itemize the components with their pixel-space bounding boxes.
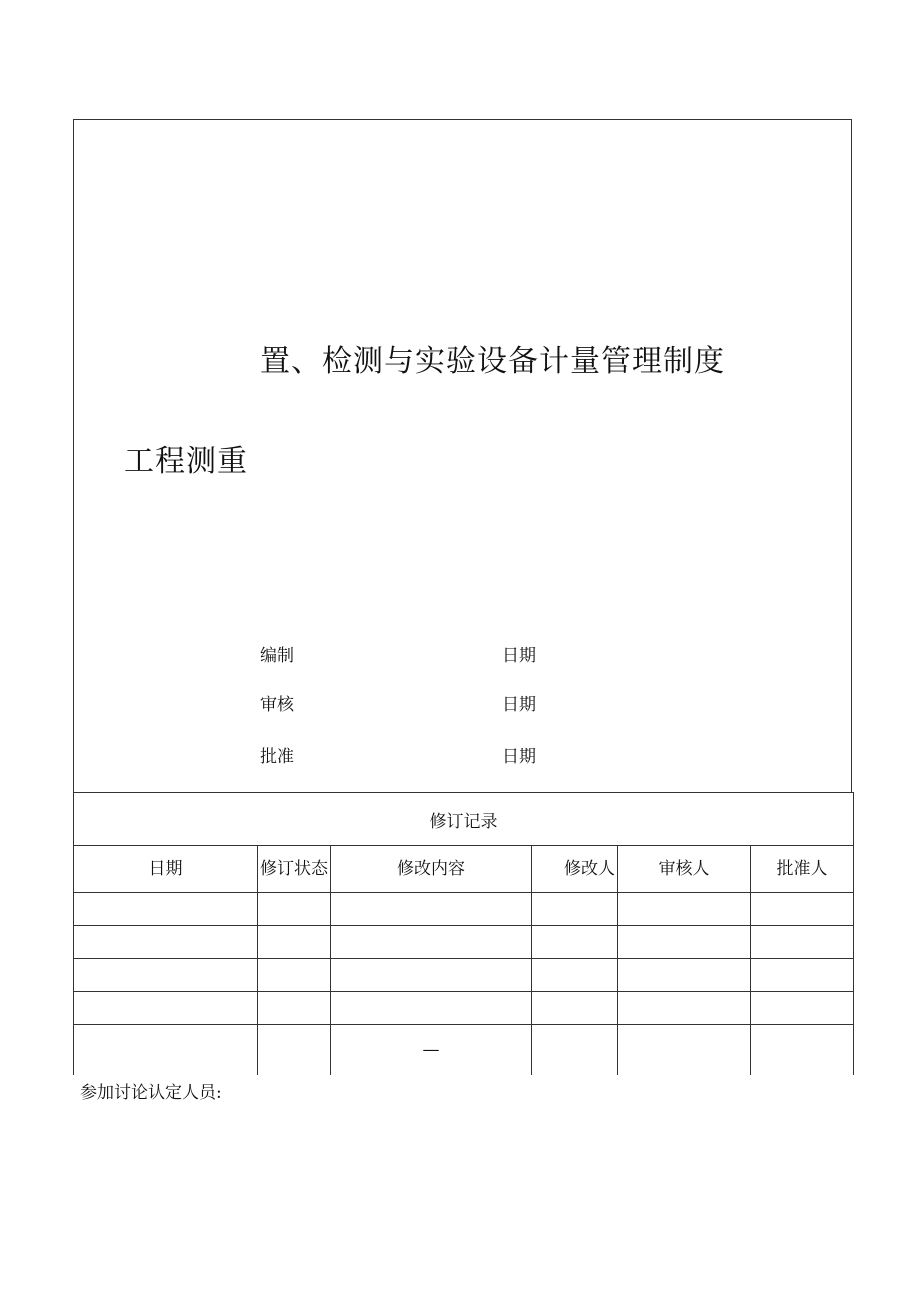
table-cell (751, 1025, 854, 1075)
table-cell (331, 893, 532, 926)
signoff-compiled-label: 编制 (260, 646, 294, 666)
table-cell (618, 926, 751, 959)
table-cell (618, 893, 751, 926)
table-row (74, 992, 854, 1025)
table-cell (258, 1025, 331, 1075)
table-cell (331, 959, 532, 992)
table-cell (532, 959, 618, 992)
table-cell (618, 959, 751, 992)
table-cell (258, 959, 331, 992)
table-cell (532, 926, 618, 959)
table-cell (74, 926, 258, 959)
signoff-compiled-date-label: 日期 (502, 646, 536, 666)
table-cell (532, 992, 618, 1025)
header-modifier: 修改人 (532, 846, 618, 893)
revision-caption-row (74, 793, 854, 846)
signoff-reviewed-date-label: 日期 (502, 695, 536, 715)
header-date: 日期 (74, 846, 258, 893)
table-cell (331, 926, 532, 959)
revision-record-table (73, 792, 854, 1075)
table-row (74, 893, 854, 926)
revision-caption: 修订记录 (74, 793, 854, 846)
header-change-content: 修改内容 (331, 846, 532, 893)
table-cell (751, 959, 854, 992)
table-cell (74, 1025, 258, 1075)
signoff-approved-label: 批准 (260, 747, 294, 767)
table-cell (331, 992, 532, 1025)
table-row (74, 959, 854, 992)
table-cell (751, 926, 854, 959)
table-cell (532, 1025, 618, 1075)
table-cell (751, 893, 854, 926)
header-reviewer: 审核人 (618, 846, 751, 893)
table-cell (618, 992, 751, 1025)
table-cell (258, 992, 331, 1025)
table-cell: — (331, 1025, 532, 1075)
participants-label: 参加讨论认定人员: (80, 1083, 222, 1103)
table-cell (258, 893, 331, 926)
signoff-reviewed-label: 审核 (260, 695, 294, 715)
document-title: 置、检测与实验设备计量管理制度 (260, 344, 725, 379)
document-subtitle: 工程测重 (124, 444, 248, 479)
table-row (74, 926, 854, 959)
signoff-approved-date-label: 日期 (502, 747, 536, 767)
table-cell (258, 926, 331, 959)
header-revision-status: 修订状态 (258, 846, 331, 893)
header-approver: 批准人 (751, 846, 854, 893)
table-cell (74, 893, 258, 926)
table-cell (74, 959, 258, 992)
revision-header-row (74, 846, 854, 893)
table-row (74, 1025, 854, 1075)
table-cell (74, 992, 258, 1025)
table-cell (532, 893, 618, 926)
table-cell (618, 1025, 751, 1075)
table-cell (751, 992, 854, 1025)
